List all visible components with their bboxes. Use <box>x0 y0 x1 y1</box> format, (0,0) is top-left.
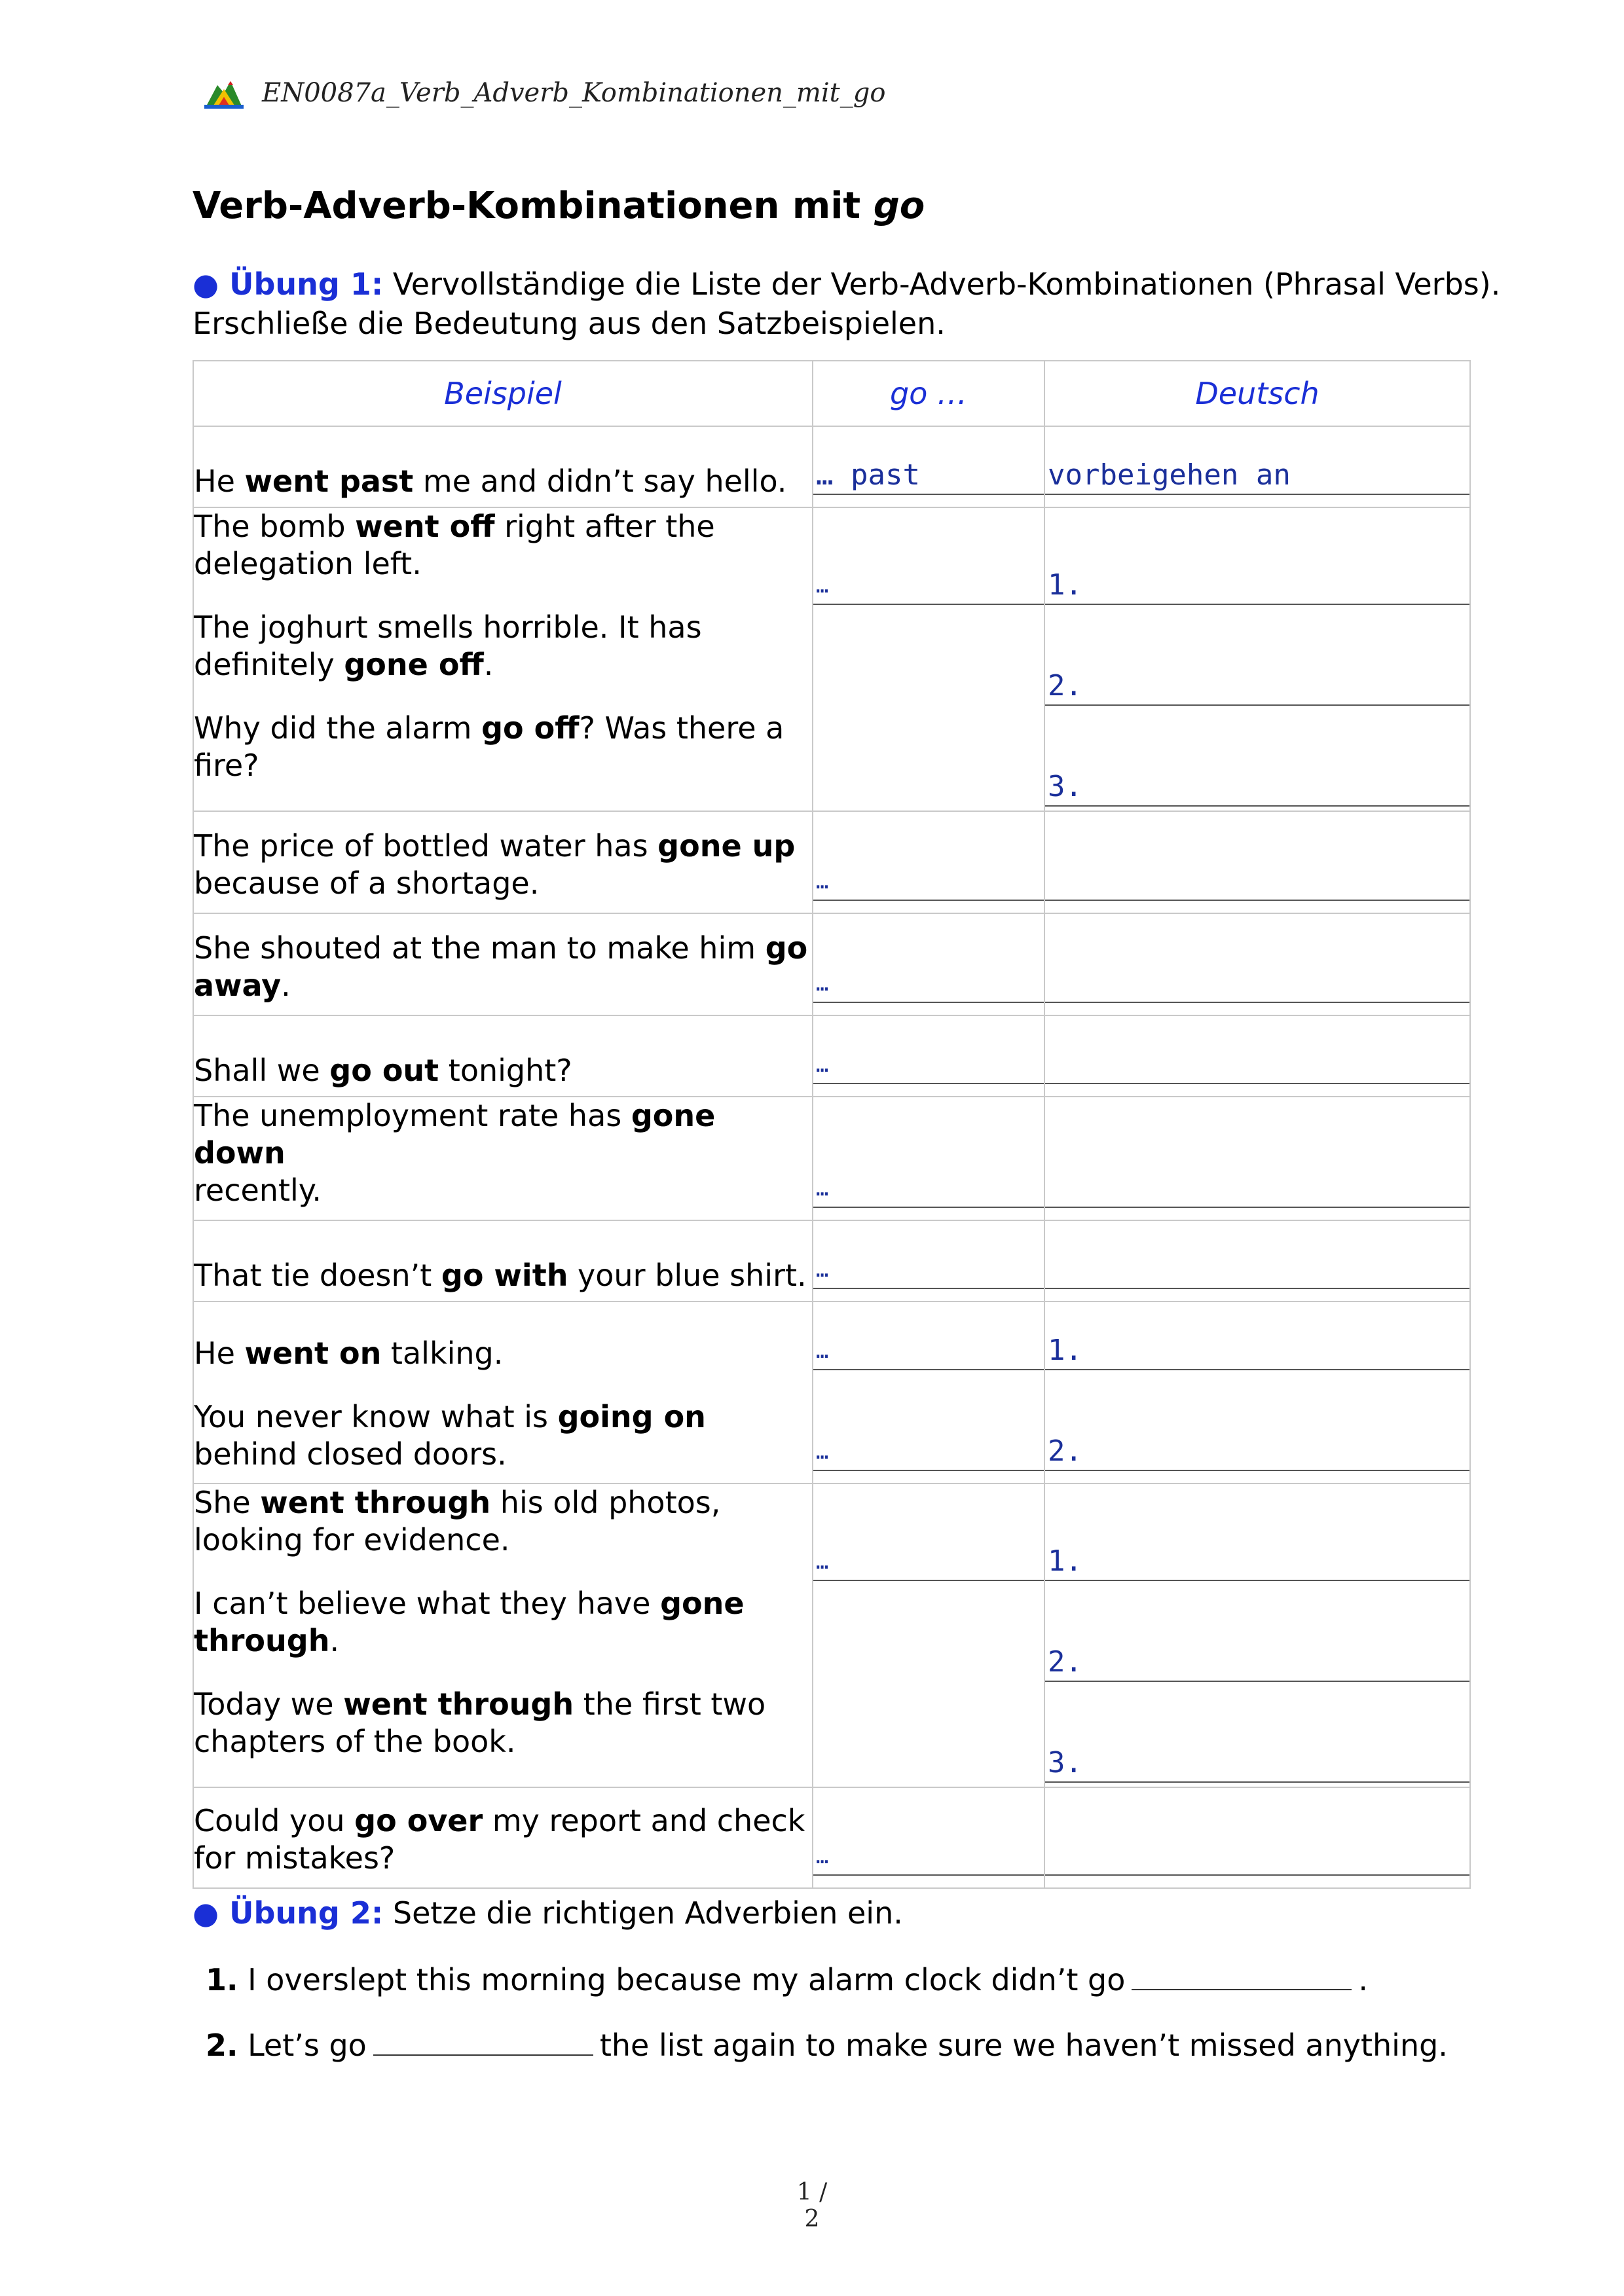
example-sentence: Shall we go out tonight? <box>193 1015 813 1097</box>
mountain-logo-icon <box>203 76 245 110</box>
example-sentence: You never know what is going on behind closed doors. <box>194 1399 706 1472</box>
go-answer-field[interactable]: … <box>813 567 1044 605</box>
deutsch-answer-field[interactable]: vorbeigehen an <box>1045 457 1469 495</box>
table-row <box>193 1015 1470 1097</box>
table-row <box>193 1097 1470 1220</box>
go-answer-field[interactable]: … <box>813 1543 1044 1581</box>
table-row <box>193 426 1470 507</box>
table-row <box>193 1302 1470 1484</box>
deutsch-answer-field[interactable] <box>1045 1251 1469 1289</box>
deutsch-answer-field[interactable]: 2. <box>1045 668 1469 706</box>
deutsch-answer-field[interactable] <box>1045 1046 1469 1084</box>
example-sentence: The price of bottled water has gone up because of a shortage. <box>193 811 813 913</box>
column-header-deutsch: Deutsch <box>1044 361 1470 426</box>
deutsch-answer-field[interactable]: 3. <box>1045 1745 1469 1783</box>
deutsch-answer-field[interactable] <box>1045 965 1469 1003</box>
task-2-label: ● Übung 2: <box>193 1895 384 1931</box>
table-row <box>193 1484 1470 1787</box>
document-code: EN0087a_Verb_Adverb_Kombinationen_mit_go <box>262 78 886 108</box>
deutsch-answer-field[interactable]: 3. <box>1045 769 1469 807</box>
example-sentence: Could you go over my report and check for mistakes? <box>193 1787 813 1888</box>
example-sentence: He went on talking. <box>194 1336 504 1371</box>
example-sentences <box>193 1484 813 1787</box>
example-sentences <box>193 507 813 811</box>
deutsch-answer-field[interactable]: 1. <box>1045 1332 1469 1370</box>
example-sentences <box>193 1302 813 1484</box>
column-header-go: go … <box>813 361 1044 426</box>
table-row <box>193 1787 1470 1888</box>
exercise-2-blank[interactable] <box>373 2028 593 2056</box>
go-answer-field[interactable]: … <box>813 1433 1044 1471</box>
page-title: Verb-Adverb-Kombinationen mit go <box>193 185 925 227</box>
task-2-instruction: ● Übung 2: Setze die richtigen Adverbien ein. <box>193 1895 903 1931</box>
deutsch-answer-field[interactable] <box>1045 863 1469 901</box>
phrasal-verbs-table <box>193 360 1471 1889</box>
deutsch-answer-field[interactable]: 2. <box>1045 1433 1469 1471</box>
table-row <box>193 1220 1470 1302</box>
go-answer-field[interactable]: … <box>813 863 1044 901</box>
deutsch-answer-field[interactable]: 1. <box>1045 1543 1469 1581</box>
column-header-beispiel: Beispiel <box>193 361 813 426</box>
go-answer-field[interactable]: … past <box>813 457 1044 495</box>
exercise-item-1: 1. I overslept this morning because my alarm clock didn’t go . <box>206 1962 1369 1997</box>
go-answer-field[interactable]: … <box>813 1838 1044 1876</box>
deutsch-answer-field[interactable]: 1. <box>1045 567 1469 605</box>
table-row <box>193 811 1470 913</box>
exercise-item-2: 2. Let’s go the list again to make sure we haven’t missed anything. <box>206 2028 1448 2063</box>
example-sentence: She went through his old photos, looking for evidence. <box>194 1485 721 1558</box>
page-header <box>203 73 885 113</box>
go-answer-field[interactable]: … <box>813 1251 1044 1289</box>
example-sentence: Why did the alarm go off? Was there a fire? <box>194 710 784 783</box>
deutsch-answer-field[interactable]: 2. <box>1045 1644 1469 1682</box>
go-answer-field[interactable]: … <box>813 1046 1044 1084</box>
deutsch-answer-field[interactable] <box>1045 1838 1469 1876</box>
example-sentence: Today we went through the first two chapters of the book. <box>194 1686 766 1759</box>
example-sentence: The unemployment rate has gone down recently. <box>193 1097 813 1220</box>
task-1-instruction: ● Übung 1: Vervollständige die Liste der Verb-Adverb-Kombinationen (Phrasal Verbs). Erschließe die Bedeutung aus den Satzbeispielen. <box>193 266 1501 341</box>
example-sentence: She shouted at the man to make him go away. <box>193 913 813 1015</box>
example-sentence: He went past me and didn’t say hello. <box>193 426 813 507</box>
table-header-row <box>193 361 1470 426</box>
example-sentence: That tie doesn’t go with your blue shirt. <box>193 1220 813 1302</box>
table-row <box>193 913 1470 1015</box>
go-answer-field[interactable]: … <box>813 1170 1044 1208</box>
deutsch-answer-field[interactable] <box>1045 1170 1469 1208</box>
example-sentence: The bomb went off right after the delegation left. <box>194 509 715 581</box>
example-sentence: I can’t believe what they have gone through. <box>194 1586 745 1658</box>
example-sentence: The joghurt smells horrible. It has definitely gone off. <box>194 610 702 682</box>
go-answer-field[interactable]: … <box>813 1332 1044 1370</box>
exercise-1-blank[interactable] <box>1132 1963 1352 1990</box>
task-1-label: ● Übung 1: <box>193 266 384 302</box>
go-answer-field[interactable]: … <box>813 965 1044 1003</box>
page-number: 1 / 2 <box>796 2179 828 2232</box>
table-row <box>193 507 1470 811</box>
